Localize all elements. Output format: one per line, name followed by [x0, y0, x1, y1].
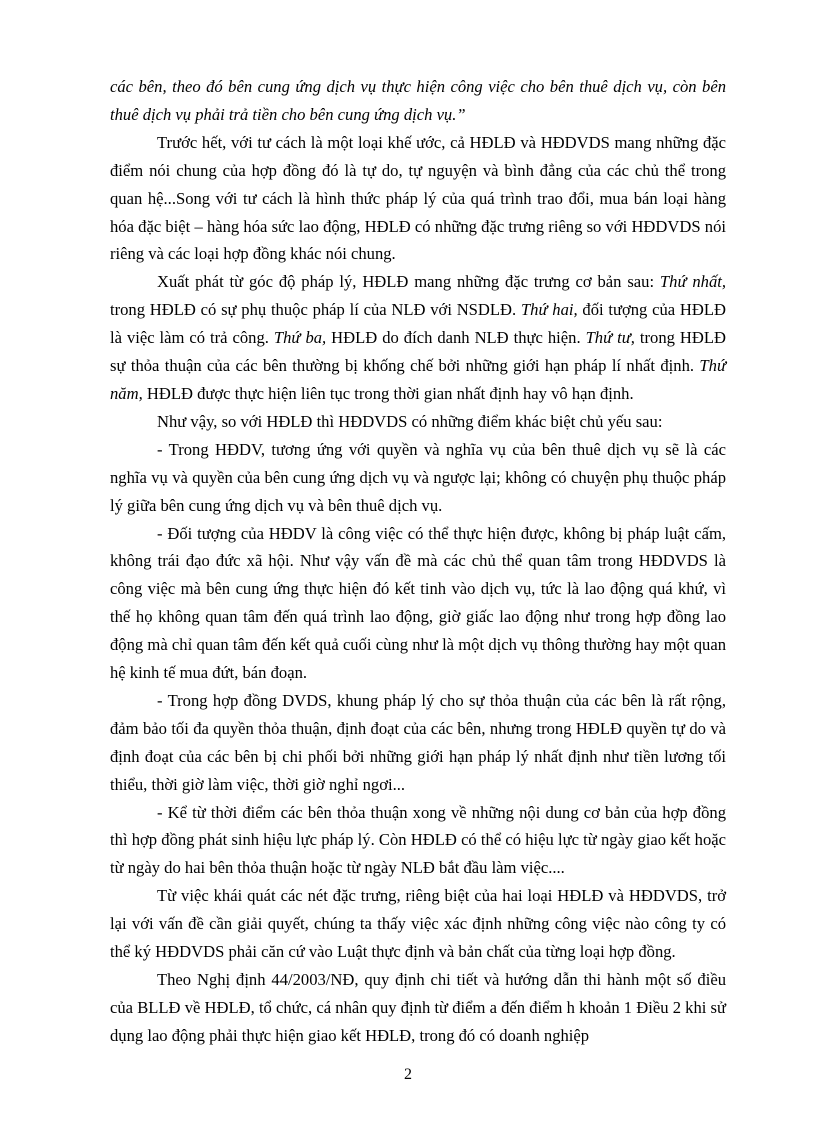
list-item-difference-2 [110, 520, 726, 687]
text-run: các bên, theo đó bên cung ứng dịch vụ thực hiện công việc cho bên thuê dịch vụ, còn bên thuê dịch vụ phải trả tiền cho bên cung ứng dịch vụ.” [110, 77, 726, 124]
list-item-difference-3 [110, 687, 726, 799]
text-run-italic: Thứ năm, [110, 356, 726, 403]
list-item-difference-1 [110, 436, 726, 520]
text-run: - Trong hợp đồng DVDS, khung pháp lý cho sự thỏa thuận của các bên là rất rộng, đảm bảo tối đa quyền thỏa thuận, định đoạt của các bên, nhưng trong HĐLĐ quyền tự do và định đoạt của các bên bị chi phối bởi những giới hạn pháp lý nhất định như tiền lương tối thiểu, thời giờ làm việc, thời giờ nghỉ ngơi... [110, 690, 726, 794]
text-run: Theo Nghị định 44/2003/NĐ, quy định chi tiết và hướng dẫn thi hành một số điều của BLLĐ về HĐLĐ, tổ chức, cá nhân quy định từ điểm a đến điểm h khoản 1 Điều 2 khi sử dụng lao động phải thực hiện giao kết HĐLĐ, trong đó có doanh nghiệp [110, 970, 726, 1045]
paragraph-conclusion [110, 882, 726, 966]
text-run: Xuất phát từ góc độ pháp lý, HĐLĐ mang những đặc trưng cơ bản sau: [157, 272, 660, 292]
text-run: trong HĐLĐ có sự phụ thuộc pháp lí của NLĐ với NSDLĐ. [110, 300, 521, 320]
page-number: 2 [404, 1066, 412, 1083]
text-run: Trước hết, với tư cách là một loại khế ước, cả HĐLĐ và HĐDVDS mang những đặc điểm nói chung của hợp đồng đó là tự do, tự nguyện và bình đẳng của các chủ thể trong quan hệ...Song với tư cách là hình thức pháp lý của quá trình trao đổi, mua bán loại hàng hóa đặc biệt – hàng hóa sức lao động, HĐLĐ có những đặc trưng riêng so với HĐDVDS nói riêng và các loại hợp đồng khác nói chung. [110, 132, 726, 264]
body-text [110, 73, 726, 1050]
paragraph-intro [110, 129, 726, 269]
text-run: đối tượng của HĐLĐ là việc làm có trả công. [110, 300, 726, 348]
text-run: - Trong HĐDV, tương ứng với quyền và nghĩa vụ của bên thuê dịch vụ sẽ là các nghĩa vụ và quyền của bên cung ứng dịch vụ và ngược lại; không có chuyện phụ thuộc pháp lý giữa bên cung ứng dịch vụ và bên thuê dịch vụ. [110, 439, 726, 515]
list-item-difference-4 [110, 799, 726, 883]
text-run-italic: Thứ ba, [273, 328, 327, 348]
text-run-italic: Thứ tư, [585, 328, 635, 348]
text-run: HĐLĐ được thực hiện liên tục trong thời gian nhất định hay vô hạn định. [142, 383, 634, 403]
text-run: trong HĐLĐ sự thỏa thuận của các bên thường bị khống chế bởi những giới hạn pháp lí nhất định. [110, 328, 726, 376]
text-run-italic: Thứ hai, [520, 300, 578, 320]
text-run: HĐLĐ do đích danh NLĐ thực hiện. [326, 328, 586, 348]
text-run-italic: Thứ nhất, [659, 272, 727, 292]
text-run: Như vậy, so với HĐLĐ thì HĐDVDS có những điểm khác biệt chủ yếu sau: [157, 411, 663, 431]
text-run: - Đối tượng của HĐDV là công việc có thể thực hiện được, không bị pháp luật cấm, không trái đạo đức xã hội. Như vậy vấn đề mà các chủ thể quan tâm trong HĐDVDS là công việc mà bên cung ứng thực hiện đó kết tinh vào dịch vụ, tức là lao động quá khứ, vì thế họ không quan tâm đến quá trình lao động, giờ giấc lao động như trong hợp đồng lao động mà chỉ quan tâm đến kết quả cuối cùng như là một dịch vụ thông thường hay một quan hệ kinh tế mua đứt, bán đoạn. [110, 523, 726, 683]
text-run: Từ việc khái quát các nét đặc trưng, riêng biệt của hai loại HĐLĐ và HĐDVDS, trở lại với vấn đề cần giải quyết, chúng ta thấy việc xác định những công việc nào công ty có thể ký HĐDVDS phải căn cứ vào Luật thực định và bản chất của từng loại hợp đồng. [110, 886, 726, 962]
paragraph-decree [110, 966, 726, 1050]
paragraph-differences-intro [110, 408, 726, 436]
paragraph-characteristics [110, 268, 726, 408]
paragraph-quote-end [110, 73, 726, 129]
text-run: - Kể từ thời điểm các bên thỏa thuận xong về những nội dung cơ bản của hợp đồng thì hợp đồng phát sinh hiệu lực pháp lý. Còn HĐLĐ có thể có hiệu lực từ ngày giao kết hoặc từ ngày do hai bên thỏa thuận hoặc từ ngày NLĐ bắt đầu làm việc.... [110, 802, 726, 878]
